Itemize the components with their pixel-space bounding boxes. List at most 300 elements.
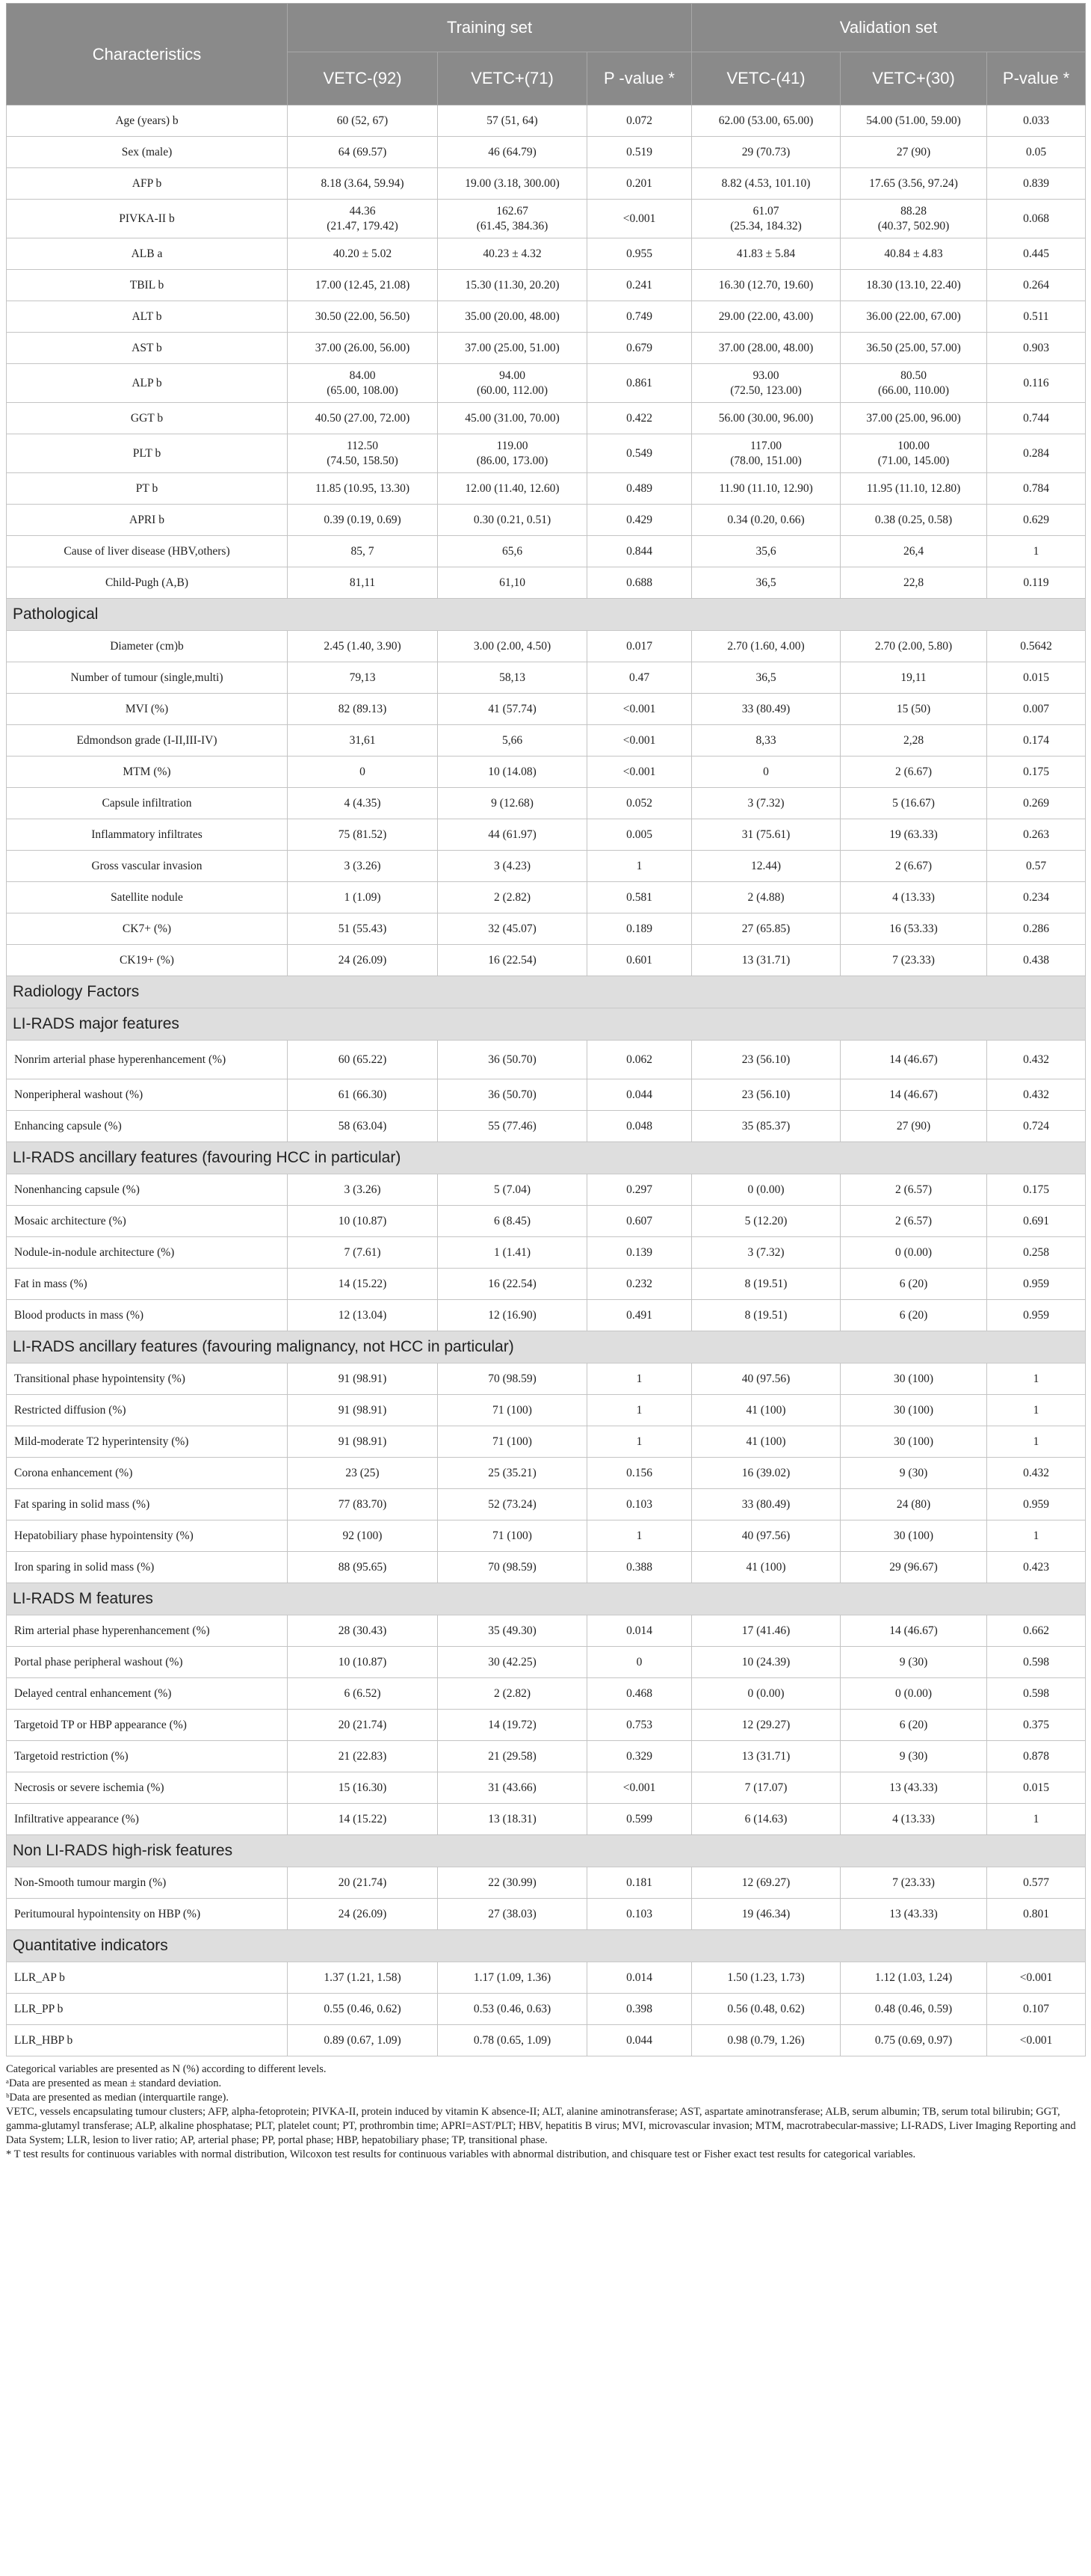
- section-title: LI-RADS M features: [7, 1583, 1086, 1615]
- table-cell: 0.601: [587, 945, 692, 976]
- row-label: Diameter (cm)b: [7, 631, 288, 662]
- table-cell: 0.39 (0.19, 0.69): [288, 505, 438, 536]
- table-cell: 0.34 (0.20, 0.66): [692, 505, 841, 536]
- table-cell: 36.00 (22.00, 67.00): [841, 301, 987, 333]
- table-cell: 0.662: [987, 1615, 1086, 1647]
- col-header: VETC+(30): [841, 52, 987, 105]
- table-cell: 4 (4.35): [288, 788, 438, 819]
- table-row: [7, 1111, 1086, 1142]
- table-cell: 30 (42.25): [438, 1647, 587, 1678]
- row-label: Targetoid TP or HBP appearance (%): [7, 1710, 288, 1741]
- characteristics-table: [6, 3, 1086, 2056]
- table-cell: 0.511: [987, 301, 1086, 333]
- table-row: [7, 1615, 1086, 1647]
- table-cell: 58 (63.04): [288, 1111, 438, 1142]
- row-label: Inflammatory infiltrates: [7, 819, 288, 851]
- table-cell: 19 (46.34): [692, 1899, 841, 1930]
- table-cell: 91 (98.91): [288, 1395, 438, 1426]
- table-cell: 88 (95.65): [288, 1552, 438, 1583]
- table-cell: 82 (89.13): [288, 694, 438, 725]
- row-label: CK7+ (%): [7, 913, 288, 945]
- table-cell: 36 (50.70): [438, 1079, 587, 1111]
- table-row: [7, 1520, 1086, 1552]
- col-header: VETC+(71): [438, 52, 587, 105]
- table-cell: 71 (100): [438, 1520, 587, 1552]
- table-cell: 41 (100): [692, 1426, 841, 1458]
- footnote: ᵃData are presented as mean ± standard deviation.: [6, 2077, 222, 2089]
- section-header-row: [7, 976, 1086, 1008]
- table-cell: 26,4: [841, 536, 987, 567]
- table-cell: 4 (13.33): [841, 1804, 987, 1835]
- table-row: [7, 1206, 1086, 1237]
- table-row: [7, 403, 1086, 434]
- section-header-row: [7, 1331, 1086, 1364]
- table-cell: 15 (50): [841, 694, 987, 725]
- table-cell: 1.12 (1.03, 1.24): [841, 1962, 987, 1994]
- table-row: [7, 567, 1086, 599]
- table-row: [7, 851, 1086, 882]
- col-header: VETC-(41): [692, 52, 841, 105]
- table-cell: 0.839: [987, 168, 1086, 200]
- row-label: Delayed central enhancement (%): [7, 1678, 288, 1710]
- table-cell: 81,11: [288, 567, 438, 599]
- table-cell: 10 (24.39): [692, 1647, 841, 1678]
- table-cell: 18.30 (13.10, 22.40): [841, 270, 987, 301]
- table-cell: 33 (80.49): [692, 694, 841, 725]
- table-cell: 20 (21.74): [288, 1867, 438, 1899]
- table-cell: 5,66: [438, 725, 587, 757]
- table-cell: 58,13: [438, 662, 587, 694]
- table-row: [7, 1678, 1086, 1710]
- row-label: ALP b: [7, 364, 288, 403]
- table-cell: 0.519: [587, 137, 692, 168]
- table-cell: 41 (100): [692, 1552, 841, 1583]
- table-cell: 0.264: [987, 270, 1086, 301]
- table-cell: 44.36 (21.47, 179.42): [288, 200, 438, 238]
- table-cell: 0.103: [587, 1899, 692, 1930]
- table-cell: 0.53 (0.46, 0.63): [438, 1994, 587, 2025]
- table-cell: 3.00 (2.00, 4.50): [438, 631, 587, 662]
- table-row: [7, 662, 1086, 694]
- table-row: [7, 1867, 1086, 1899]
- row-label: Fat in mass (%): [7, 1269, 288, 1300]
- table-cell: 33 (80.49): [692, 1489, 841, 1520]
- table-cell: 85, 7: [288, 536, 438, 567]
- table-cell: 27 (90): [841, 137, 987, 168]
- table-cell: 27 (65.85): [692, 913, 841, 945]
- table-cell: 55 (77.46): [438, 1111, 587, 1142]
- table-cell: 0.57: [987, 851, 1086, 882]
- table-cell: 0.844: [587, 536, 692, 567]
- table-cell: 11.95 (11.10, 12.80): [841, 473, 987, 505]
- table-cell: 23 (25): [288, 1458, 438, 1489]
- table-cell: 117.00 (78.00, 151.00): [692, 434, 841, 473]
- table-cell: 0.468: [587, 1678, 692, 1710]
- table-cell: 1: [987, 1395, 1086, 1426]
- table-cell: 0.98 (0.79, 1.26): [692, 2025, 841, 2056]
- table-row: [7, 105, 1086, 137]
- table-cell: 0.429: [587, 505, 692, 536]
- table-cell: 1: [987, 536, 1086, 567]
- table-row: [7, 819, 1086, 851]
- table-cell: 40.20 ± 5.02: [288, 238, 438, 270]
- table-row: [7, 1489, 1086, 1520]
- table-cell: 10 (10.87): [288, 1647, 438, 1678]
- table-row: [7, 137, 1086, 168]
- table-cell: 6 (20): [841, 1300, 987, 1331]
- table-cell: 0.30 (0.21, 0.51): [438, 505, 587, 536]
- table-row: [7, 1552, 1086, 1583]
- table-cell: 0.577: [987, 1867, 1086, 1899]
- table-cell: 8.82 (4.53, 101.10): [692, 168, 841, 200]
- table-cell: 19,11: [841, 662, 987, 694]
- table-cell: 35,6: [692, 536, 841, 567]
- table-cell: 0.861: [587, 364, 692, 403]
- row-label: Gross vascular invasion: [7, 851, 288, 882]
- row-label: CK19+ (%): [7, 945, 288, 976]
- table-cell: 0.375: [987, 1710, 1086, 1741]
- table-cell: 28 (30.43): [288, 1615, 438, 1647]
- table-cell: 8 (19.51): [692, 1300, 841, 1331]
- table-cell: 0.78 (0.65, 1.09): [438, 2025, 587, 2056]
- table-cell: 71 (100): [438, 1426, 587, 1458]
- table-cell: 0.753: [587, 1710, 692, 1741]
- table-row: [7, 1994, 1086, 2025]
- table-cell: 0.598: [987, 1647, 1086, 1678]
- table-cell: 1: [587, 851, 692, 882]
- table-cell: 0.156: [587, 1458, 692, 1489]
- row-label: ALT b: [7, 301, 288, 333]
- table-cell: 0.329: [587, 1741, 692, 1772]
- table-cell: 0.103: [587, 1489, 692, 1520]
- footnotes: [6, 2056, 1085, 2162]
- table-cell: 6 (6.52): [288, 1678, 438, 1710]
- table-cell: 2 (6.57): [841, 1174, 987, 1206]
- table-cell: 0.549: [587, 434, 692, 473]
- table-cell: 0 (0.00): [692, 1174, 841, 1206]
- table-cell: 37.00 (26.00, 56.00): [288, 333, 438, 364]
- table-cell: 91 (98.91): [288, 1426, 438, 1458]
- table-row: [7, 238, 1086, 270]
- table-cell: 0.744: [987, 403, 1086, 434]
- table-cell: 25 (35.21): [438, 1458, 587, 1489]
- row-label: PIVKA-II b: [7, 200, 288, 238]
- table-cell: <0.001: [987, 1962, 1086, 1994]
- table-cell: 29.00 (22.00, 43.00): [692, 301, 841, 333]
- table-row: [7, 301, 1086, 333]
- table-cell: 40 (97.56): [692, 1520, 841, 1552]
- table-cell: 0.044: [587, 1079, 692, 1111]
- table-cell: 54.00 (51.00, 59.00): [841, 105, 987, 137]
- table-row: [7, 757, 1086, 788]
- table-cell: 79,13: [288, 662, 438, 694]
- table-cell: 0.015: [987, 1772, 1086, 1804]
- table-cell: 22 (30.99): [438, 1867, 587, 1899]
- table-cell: 93.00 (72.50, 123.00): [692, 364, 841, 403]
- table-cell: 0.234: [987, 882, 1086, 913]
- table-cell: 0.432: [987, 1079, 1086, 1111]
- row-label: PLT b: [7, 434, 288, 473]
- table-cell: 1: [587, 1364, 692, 1395]
- table-row: [7, 1269, 1086, 1300]
- table-cell: <0.001: [587, 725, 692, 757]
- table-cell: 21 (22.83): [288, 1741, 438, 1772]
- table-cell: 0.258: [987, 1237, 1086, 1269]
- table-cell: 19.00 (3.18, 300.00): [438, 168, 587, 200]
- table-cell: 30 (100): [841, 1395, 987, 1426]
- table-cell: 0.599: [587, 1804, 692, 1835]
- table-cell: 6 (20): [841, 1269, 987, 1300]
- row-label: Non-Smooth tumour margin (%): [7, 1867, 288, 1899]
- col-header: P-value *: [987, 52, 1086, 105]
- table-cell: 0.749: [587, 301, 692, 333]
- table-cell: 57 (51, 64): [438, 105, 587, 137]
- table-cell: 30 (100): [841, 1520, 987, 1552]
- table-cell: 0.75 (0.69, 0.97): [841, 2025, 987, 2056]
- table-row: [7, 505, 1086, 536]
- row-label: Corona enhancement (%): [7, 1458, 288, 1489]
- table-cell: 0.438: [987, 945, 1086, 976]
- table-cell: 16 (39.02): [692, 1458, 841, 1489]
- table-cell: 75 (81.52): [288, 819, 438, 851]
- table-cell: 12 (16.90): [438, 1300, 587, 1331]
- table-cell: 46 (64.79): [438, 137, 587, 168]
- row-label: Iron sparing in solid mass (%): [7, 1552, 288, 1583]
- table-cell: 119.00 (86.00, 173.00): [438, 434, 587, 473]
- table-row: [7, 1364, 1086, 1395]
- table-cell: 84.00 (65.00, 108.00): [288, 364, 438, 403]
- table-container: [6, 3, 1085, 2162]
- table-cell: 6 (8.45): [438, 1206, 587, 1237]
- table-cell: 12 (13.04): [288, 1300, 438, 1331]
- table-row: [7, 1710, 1086, 1741]
- table-cell: 12.44): [692, 851, 841, 882]
- table-cell: 11.85 (10.95, 13.30): [288, 473, 438, 505]
- table-cell: 0.175: [987, 757, 1086, 788]
- table-cell: 15.30 (11.30, 20.20): [438, 270, 587, 301]
- table-cell: 0.679: [587, 333, 692, 364]
- table-cell: 0.107: [987, 1994, 1086, 2025]
- table-cell: 0.48 (0.46, 0.59): [841, 1994, 987, 2025]
- table-cell: 24 (26.09): [288, 945, 438, 976]
- table-cell: 23 (56.10): [692, 1079, 841, 1111]
- table-cell: 1: [987, 1364, 1086, 1395]
- row-label: Nonperipheral washout (%): [7, 1079, 288, 1111]
- table-cell: 112.50 (74.50, 158.50): [288, 434, 438, 473]
- row-label: PT b: [7, 473, 288, 505]
- table-cell: 37.00 (25.00, 96.00): [841, 403, 987, 434]
- table-cell: 0.38 (0.25, 0.58): [841, 505, 987, 536]
- table-cell: 0.89 (0.67, 1.09): [288, 2025, 438, 2056]
- table-cell: 0.263: [987, 819, 1086, 851]
- row-label: MTM (%): [7, 757, 288, 788]
- section-header-row: [7, 1835, 1086, 1867]
- table-cell: 22,8: [841, 567, 987, 599]
- table-cell: 0.048: [587, 1111, 692, 1142]
- table-cell: 9 (30): [841, 1741, 987, 1772]
- table-cell: 0.072: [587, 105, 692, 137]
- table-cell: <0.001: [587, 200, 692, 238]
- table-cell: 1: [987, 1426, 1086, 1458]
- table-cell: 1.37 (1.21, 1.58): [288, 1962, 438, 1994]
- table-cell: 92 (100): [288, 1520, 438, 1552]
- table-cell: 1: [987, 1520, 1086, 1552]
- table-cell: 52 (73.24): [438, 1489, 587, 1520]
- section-header-row: [7, 599, 1086, 631]
- table-cell: 0.598: [987, 1678, 1086, 1710]
- table-cell: 35 (49.30): [438, 1615, 587, 1647]
- table-cell: 100.00 (71.00, 145.00): [841, 434, 987, 473]
- table-cell: 0.052: [587, 788, 692, 819]
- table-cell: 19 (63.33): [841, 819, 987, 851]
- table-row: [7, 694, 1086, 725]
- table-cell: 13 (31.71): [692, 1741, 841, 1772]
- table-cell: 0.398: [587, 1994, 692, 2025]
- table-cell: 17 (41.46): [692, 1615, 841, 1647]
- table-cell: 1: [587, 1395, 692, 1426]
- table-row: [7, 1741, 1086, 1772]
- table-cell: 29 (96.67): [841, 1552, 987, 1583]
- table-cell: 70 (98.59): [438, 1552, 587, 1583]
- table-cell: 30.50 (22.00, 56.50): [288, 301, 438, 333]
- table-cell: 36.50 (25.00, 57.00): [841, 333, 987, 364]
- table-cell: 8,33: [692, 725, 841, 757]
- table-row: [7, 270, 1086, 301]
- table-cell: 14 (15.22): [288, 1269, 438, 1300]
- table-cell: 14 (46.67): [841, 1041, 987, 1079]
- table-cell: 37.00 (28.00, 48.00): [692, 333, 841, 364]
- table-cell: 16 (22.54): [438, 1269, 587, 1300]
- footnote: VETC, vessels encapsulating tumour clusters; AFP, alpha-fetoprotein; PIVKA-II, protein induced by vitamin K absence-II; ALT, alanine aminotransferase; AST, aspartate aminotransferase; ALB, serum albumin; TB, serum total bilirubin; GGT, gamma-glutamyl transferase; ALP, alkaline phosphatase; PLT, platelet count; PT, prothrombin time; APRI=AST/PLT; HBV, hepatitis B virus; MVI, microvascular invasion; MTM, macrotrabecular-massive; LI-RADS, Liver Imaging Reporting and Data System; LLR, lesion to liver ratio; AP, arterial phase; PP, portal phase; HBP, hepatobiliary phase; TP, transitional phase.: [6, 2106, 1076, 2146]
- table-cell: 0.269: [987, 788, 1086, 819]
- table-cell: 36 (50.70): [438, 1041, 587, 1079]
- table-cell: 0.688: [587, 567, 692, 599]
- row-label: Rim arterial phase hyperenhancement (%): [7, 1615, 288, 1647]
- table-cell: 71 (100): [438, 1395, 587, 1426]
- table-cell: 0.388: [587, 1552, 692, 1583]
- table-cell: 0.629: [987, 505, 1086, 536]
- row-label: TBIL b: [7, 270, 288, 301]
- table-cell: 0.189: [587, 913, 692, 945]
- table-cell: 0.007: [987, 694, 1086, 725]
- table-cell: 24 (26.09): [288, 1899, 438, 1930]
- table-row: [7, 364, 1086, 403]
- table-row: [7, 536, 1086, 567]
- table-cell: 0.491: [587, 1300, 692, 1331]
- table-cell: 36,5: [692, 567, 841, 599]
- table-cell: 41 (57.74): [438, 694, 587, 725]
- table-cell: 40.84 ± 4.83: [841, 238, 987, 270]
- table-cell: 16 (53.33): [841, 913, 987, 945]
- table-cell: 0: [692, 757, 841, 788]
- table-cell: 24 (80): [841, 1489, 987, 1520]
- table-cell: 3 (7.32): [692, 1237, 841, 1269]
- table-cell: 2 (6.67): [841, 757, 987, 788]
- table-cell: 0.903: [987, 333, 1086, 364]
- table-cell: 64 (69.57): [288, 137, 438, 168]
- row-label: Mosaic architecture (%): [7, 1206, 288, 1237]
- row-label: Nodule-in-nodule architecture (%): [7, 1237, 288, 1269]
- table-cell: 12 (69.27): [692, 1867, 841, 1899]
- table-cell: 0.241: [587, 270, 692, 301]
- table-cell: 23 (56.10): [692, 1041, 841, 1079]
- table-cell: 0.017: [587, 631, 692, 662]
- table-row: [7, 1395, 1086, 1426]
- footnote: Categorical variables are presented as N (%) according to different levels.: [6, 2063, 327, 2075]
- table-cell: 0.959: [987, 1300, 1086, 1331]
- table-cell: 2.70 (1.60, 4.00): [692, 631, 841, 662]
- table-cell: 0.422: [587, 403, 692, 434]
- table-cell: 32 (45.07): [438, 913, 587, 945]
- table-cell: 2 (2.82): [438, 882, 587, 913]
- table-cell: 56.00 (30.00, 96.00): [692, 403, 841, 434]
- table-cell: 0: [288, 757, 438, 788]
- table-cell: 0.068: [987, 200, 1086, 238]
- table-row: [7, 168, 1086, 200]
- table-cell: 0.423: [987, 1552, 1086, 1583]
- table-cell: 0.05: [987, 137, 1086, 168]
- table-cell: 30 (100): [841, 1426, 987, 1458]
- table-row: [7, 1804, 1086, 1835]
- table-cell: 11.90 (11.10, 12.90): [692, 473, 841, 505]
- table-cell: 9 (30): [841, 1458, 987, 1489]
- table-cell: 60 (65.22): [288, 1041, 438, 1079]
- table-cell: 70 (98.59): [438, 1364, 587, 1395]
- row-label: ALB a: [7, 238, 288, 270]
- table-cell: 21 (29.58): [438, 1741, 587, 1772]
- table-cell: 2.70 (2.00, 5.80): [841, 631, 987, 662]
- table-cell: 44 (61.97): [438, 819, 587, 851]
- table-cell: 51 (55.43): [288, 913, 438, 945]
- table-cell: 35.00 (20.00, 48.00): [438, 301, 587, 333]
- table-cell: 80.50 (66.00, 110.00): [841, 364, 987, 403]
- table-cell: 5 (12.20): [692, 1206, 841, 1237]
- row-label: AFP b: [7, 168, 288, 200]
- table-cell: 88.28 (40.37, 502.90): [841, 200, 987, 238]
- table-cell: 40 (97.56): [692, 1364, 841, 1395]
- row-label: Portal phase peripheral washout (%): [7, 1647, 288, 1678]
- table-row: [7, 200, 1086, 238]
- row-label: APRI b: [7, 505, 288, 536]
- table-cell: 40.23 ± 4.32: [438, 238, 587, 270]
- table-cell: 0.232: [587, 1269, 692, 1300]
- table-cell: 0: [587, 1647, 692, 1678]
- row-label: Mild-moderate T2 hyperintensity (%): [7, 1426, 288, 1458]
- table-cell: 30 (100): [841, 1364, 987, 1395]
- table-cell: 7 (23.33): [841, 945, 987, 976]
- table-cell: 3 (3.26): [288, 1174, 438, 1206]
- table-cell: 8.18 (3.64, 59.94): [288, 168, 438, 200]
- table-cell: 0.955: [587, 238, 692, 270]
- table-cell: 45.00 (31.00, 70.00): [438, 403, 587, 434]
- table-cell: 7 (7.61): [288, 1237, 438, 1269]
- section-title: Non LI-RADS high-risk features: [7, 1835, 1086, 1867]
- table-cell: 0.445: [987, 238, 1086, 270]
- characteristics-header: Characteristics: [7, 4, 288, 105]
- table-cell: 0.297: [587, 1174, 692, 1206]
- row-label: Targetoid restriction (%): [7, 1741, 288, 1772]
- table-cell: <0.001: [587, 1772, 692, 1804]
- table-cell: 0.432: [987, 1041, 1086, 1079]
- table-cell: 20 (21.74): [288, 1710, 438, 1741]
- table-cell: 0.284: [987, 434, 1086, 473]
- col-header: VETC-(92): [288, 52, 438, 105]
- table-cell: 0.015: [987, 662, 1086, 694]
- row-label: Enhancing capsule (%): [7, 1111, 288, 1142]
- table-cell: 37.00 (25.00, 51.00): [438, 333, 587, 364]
- table-row: [7, 913, 1086, 945]
- table-row: [7, 2025, 1086, 2056]
